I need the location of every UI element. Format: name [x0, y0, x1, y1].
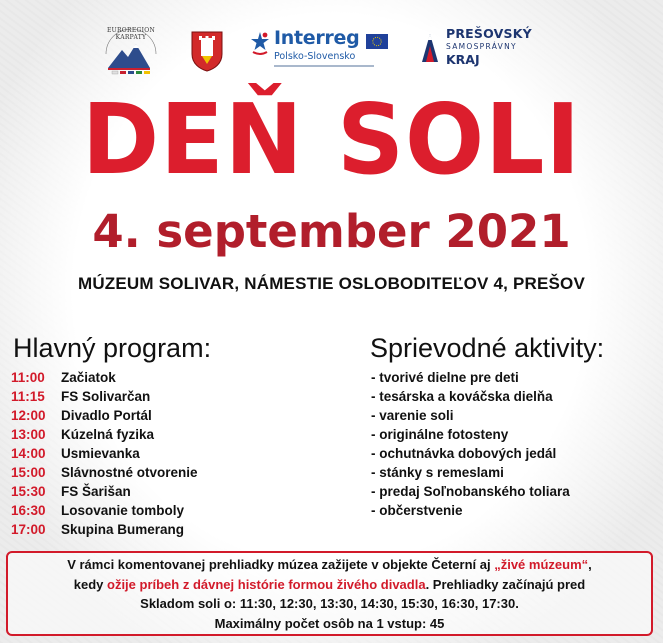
program-name: Usmievanka — [61, 446, 140, 461]
partner-logos — [0, 22, 663, 80]
notice-line-2 — [8, 575, 651, 595]
program-time: 12:00 — [11, 408, 46, 423]
program-name: Kúzelná fyzika — [61, 427, 155, 442]
program-time: 16:30 — [11, 503, 46, 518]
tour-notice-box — [6, 551, 653, 636]
notice-line-4: Maximálny počet osôb na 1 vstup: 45 — [214, 615, 445, 631]
program-name: Začiatok — [61, 370, 116, 385]
activity-item: - ochutnávka dobových jedál — [371, 446, 557, 461]
side-activities-heading: Sprievodné aktivity: — [370, 333, 605, 363]
program-item — [11, 520, 198, 539]
event-date: 4. september 2021 — [92, 205, 571, 258]
program-time: 13:00 — [11, 427, 46, 442]
interreg-logo — [248, 27, 398, 74]
interreg-fineprint — [274, 65, 374, 67]
psk-emblem-icon — [418, 28, 442, 64]
event-title: DEŇ SOLI — [81, 83, 582, 196]
notice-text: , — [588, 557, 592, 572]
program-item — [11, 463, 198, 482]
notice-highlight: ožije príbeh z dávnej histórie formou živého divadla — [107, 576, 426, 592]
notice-text: kedy — [73, 576, 107, 592]
program-item — [11, 444, 198, 463]
activity-item: - stánky s remeslami — [371, 465, 504, 480]
eu-flag-icon — [366, 34, 388, 49]
program-item — [11, 368, 198, 387]
psk-line3: KRAJ — [446, 52, 480, 67]
program-name: Losovanie tomboly — [61, 503, 185, 518]
program-item — [11, 387, 198, 406]
psk-line2: SAMOSPRÁVNY — [446, 42, 517, 51]
euroregion-karpaty-logo — [98, 24, 164, 78]
side-activities-list — [371, 368, 570, 520]
program-name: Slávnostné otvorenie — [61, 465, 198, 480]
program-time: 11:00 — [11, 370, 45, 385]
activity-item: - predaj Soľnobanského toliara — [371, 484, 570, 499]
notice-highlight: „živé múzeum“ — [494, 557, 589, 572]
coat-of-arms-icon — [190, 30, 224, 72]
interreg-subtitle: Polsko-Slovensko — [274, 51, 356, 62]
notice-text: . Prehliadky začínajú pred — [425, 576, 586, 592]
program-time: 15:00 — [11, 465, 46, 480]
karpaty-text: EUROREGION KARPATY — [106, 27, 156, 41]
program-time: 15:30 — [11, 484, 46, 499]
coat-of-arms-logo — [190, 30, 224, 72]
program-item — [11, 425, 198, 444]
program-name: FS Solivarčan — [61, 389, 151, 404]
program-time: 17:00 — [11, 522, 46, 537]
main-program-heading: Hlavný program: — [13, 333, 212, 363]
interreg-star-icon — [248, 30, 272, 64]
activity-item: - originálne fotosteny — [371, 427, 509, 442]
program-time: 14:00 — [11, 446, 46, 461]
program-item — [11, 406, 198, 425]
event-venue: MÚZEUM SOLIVAR, NÁMESTIE OSLOBODITEĽOV 4, PREŠOV — [77, 274, 586, 293]
activity-item: - varenie soli — [371, 408, 454, 423]
notice-text: V rámci komentovanej prehliadky múzea zažijete v objekte Četerní aj — [67, 557, 495, 572]
program-time: 11:15 — [11, 389, 45, 404]
presov-region-logo — [418, 28, 558, 72]
notice-line-1 — [8, 555, 651, 575]
program-item — [11, 482, 198, 501]
program-name: Skupina Bumerang — [61, 522, 185, 537]
activity-item: - občerstvenie — [371, 503, 463, 518]
interreg-name: Interreg — [274, 27, 360, 49]
notice-line-3: Skladom soli o: 11:30, 12:30, 13:30, 14:30, 15:30, 16:30, 17:30. — [140, 596, 519, 611]
program-name: Divadlo Portál — [61, 408, 152, 423]
psk-line1: PREŠOVSKÝ — [446, 26, 532, 41]
program-name: FS Šarišan — [61, 484, 131, 499]
activity-item: - tesárska a kováčska dielňa — [371, 389, 553, 404]
activity-item: - tvorivé dielne pre deti — [371, 370, 519, 385]
main-program-list — [11, 368, 198, 539]
program-item — [11, 501, 198, 520]
